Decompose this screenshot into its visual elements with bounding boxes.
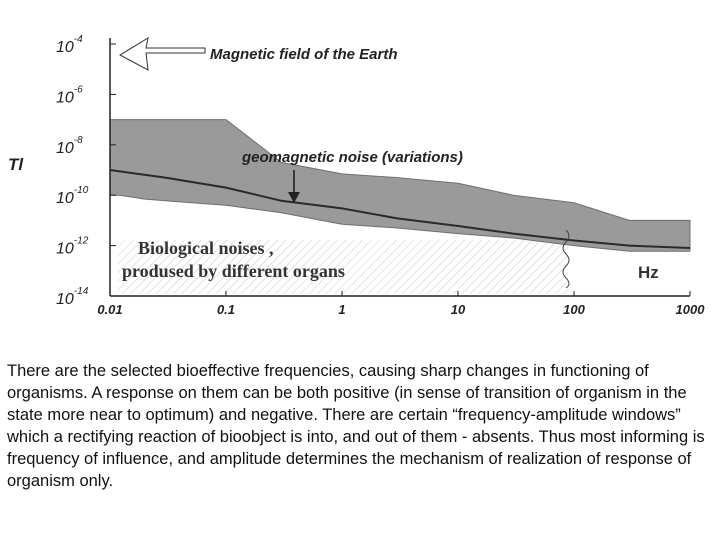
x-tick-label: 10	[450, 302, 466, 317]
x-tick-label: 0.1	[216, 302, 236, 317]
y-tick-label: $10^{-14}$	[56, 286, 89, 308]
y-axis-label: Tl	[8, 155, 24, 174]
x-tick-label: 0.01	[97, 302, 123, 317]
band-area	[110, 120, 690, 252]
annotation-geomagnetic-noise: geomagnetic noise (variations)	[242, 149, 463, 166]
x-tick-label: 100	[563, 302, 585, 317]
geomagnetic-noise-band	[110, 120, 690, 252]
y-tick-label: $10^{-8}$	[56, 134, 83, 157]
y-tick-labels	[56, 34, 116, 308]
unit-label-hz: Hz	[638, 263, 659, 282]
earth-field-arrow-icon	[120, 38, 205, 70]
x-tick-labels	[97, 291, 705, 317]
y-tick-label: $10^{-4}$	[56, 34, 83, 56]
x-tick-label: 1	[338, 302, 346, 317]
x-tick-label: 1000	[675, 302, 705, 317]
y-tick-label: $10^{-12}$	[56, 235, 89, 258]
annotation-earth-field: Magnetic field of the Earth	[210, 46, 398, 63]
y-tick-label: $10^{-6}$	[56, 84, 83, 107]
annotation-bio-noise-line2: prodused by different organs	[122, 261, 345, 281]
annotation-bio-noise-line1: Biological noises ,	[138, 238, 274, 258]
y-tick-label: $10^{-10}$	[56, 185, 89, 208]
caption-text: There are the selected bioeffective frequencies, causing sharp changes in functioning of organisms. A response on them can be both positive (in sense of transition of organism in the state more near to optimum) and negative. There are certain “frequency-amplitude windows” which a rectifying reaction of bioobject is into, and out of them - absents. Thus most informing is frequency of influence, and amplitude determines the mechanism of realization of response of organism only.	[7, 362, 705, 490]
